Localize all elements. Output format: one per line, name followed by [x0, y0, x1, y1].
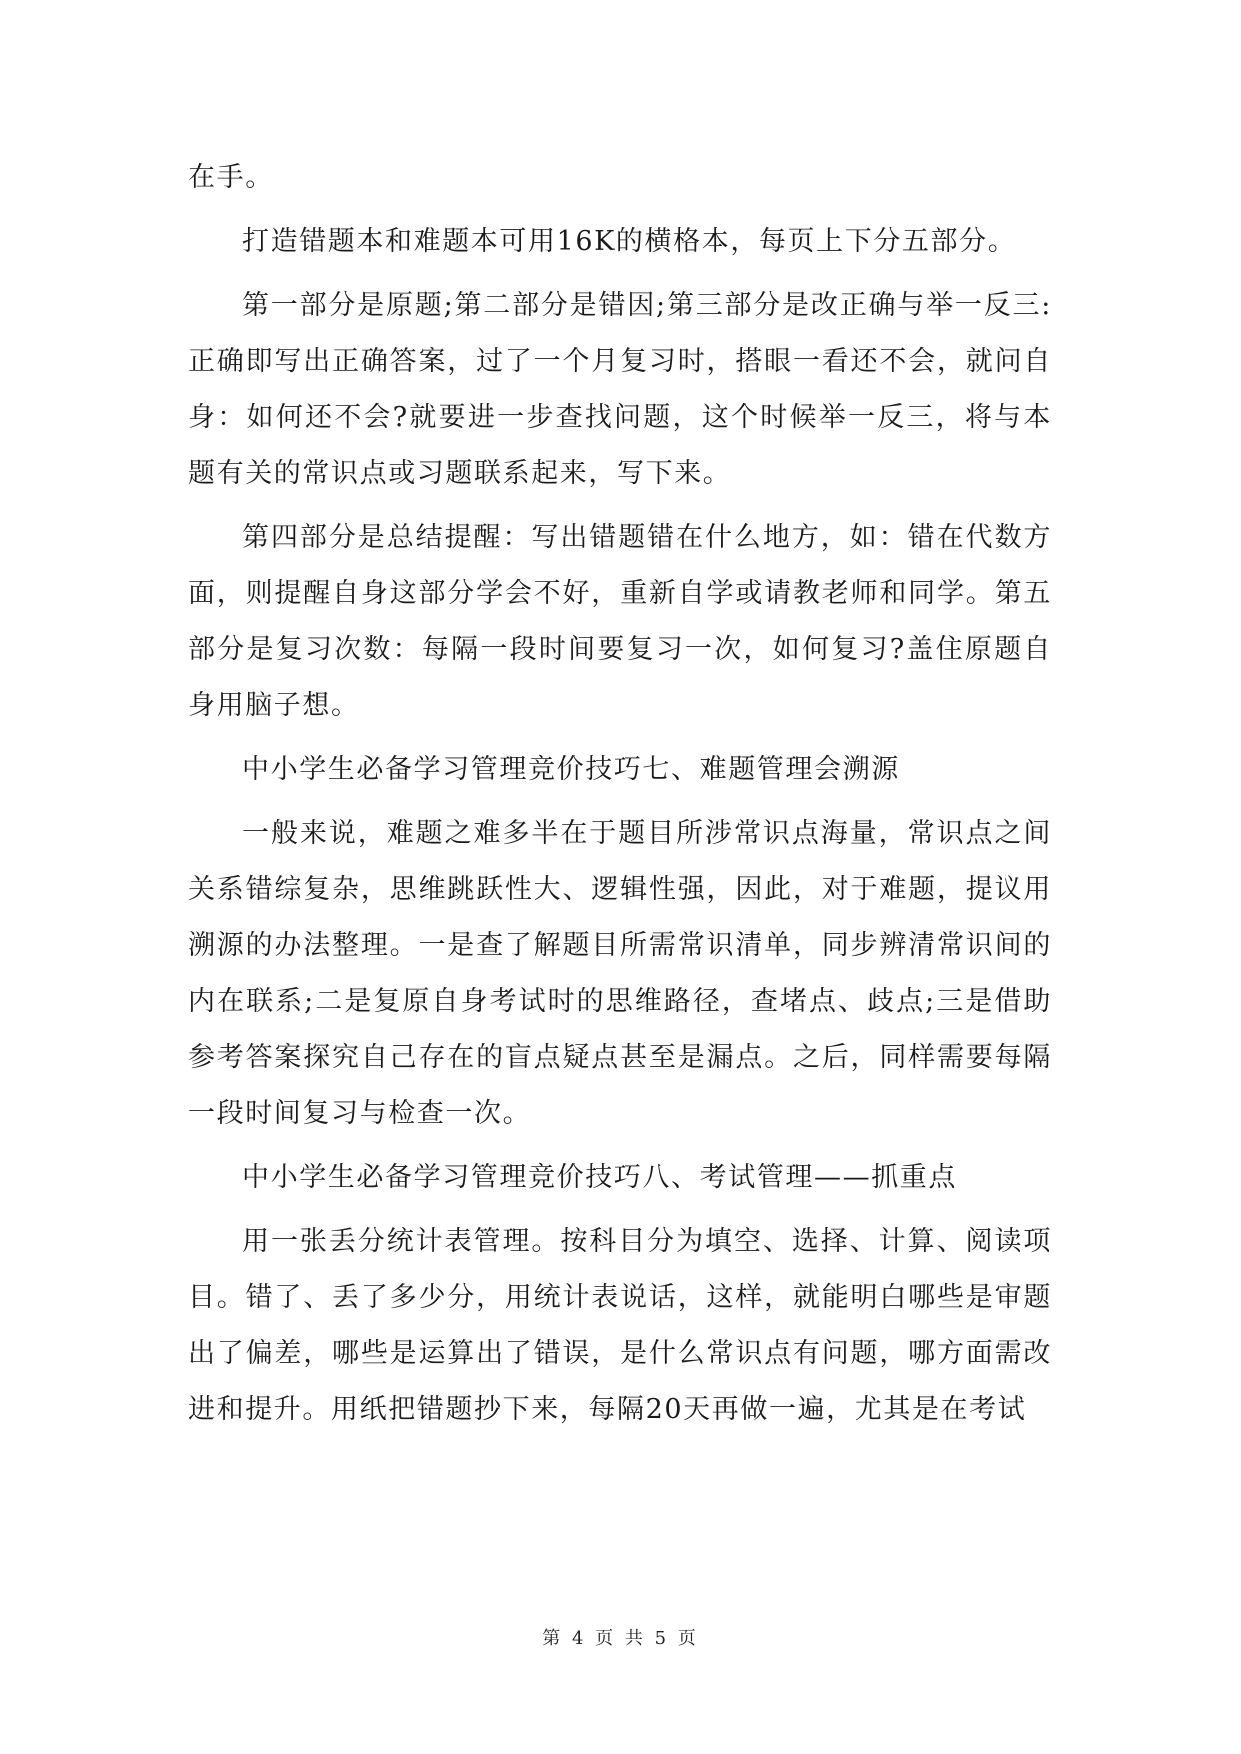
footer-middle: 页 共 [595, 1628, 646, 1649]
paragraph-3: 第一部分是原题;第二部分是错因;第三部分是改正确与举一反三:正确即写出正确答案，过了一个月复习时，搭眼一看还不会，就问自身：如何还不会?就要进一步查找问题，这个时候举一反三，将与本题有关的常识点或习题联系起来，写下来。 [188, 290, 1052, 489]
paragraph-8: 用一张丢分统计表管理。按科目分为填空、选择、计算、阅读项目。错了、丢了多少分，用统计表说话，这样，就能明白哪些是审题出了偏差，哪些是运算出了错误，是什么常识点有问题，哪方面需改进和提升。用纸把错题抄下来，每隔20天再做一遍，尤其是在考试 [188, 1226, 1052, 1425]
paragraph-4: 第四部分是总结提醒：写出错题错在什么地方，如：错在代数方面，则提醒自身这部分学会不好，重新自学或请教老师和同学。第五部分是复习次数：每隔一段时间要复习一次，如何复习?盖住原题自身用脑子想。 [188, 522, 1052, 721]
section-heading-7: 中小学生必备学习管理竞价技巧七、难题管理会溯源 [242, 754, 900, 785]
footer-total-pages: 5 [654, 1628, 670, 1649]
footer-suffix: 页 [677, 1628, 699, 1649]
page-footer [0, 1624, 1241, 1650]
section-heading-8: 中小学生必备学习管理竞价技巧八、考试管理——抓重点 [242, 1162, 957, 1193]
paragraph-1: 在手。 [188, 162, 274, 193]
footer-prefix: 第 [542, 1628, 564, 1649]
footer-page-number: 4 [571, 1628, 587, 1649]
paragraph-6: 一般来说，难题之难多半在于题目所涉常识点海量，常识点之间关系错综复杂，思维跳跃性大、逻辑性强，因此，对于难题，提议用溯源的办法整理。一是查了解题目所需常识清单，同步辨清常识间的内在联系;二是复原自身考试时的思维路径，查堵点、歧点;三是借助参考答案探究自己存在的盲点疑点甚至是漏点。之后，同样需要每隔一段时间复习与检查一次。 [188, 818, 1052, 1129]
paragraph-2: 打造错题本和难题本可用16K的横格本，每页上下分五部分。 [242, 226, 1017, 257]
document-body [188, 150, 1052, 1446]
